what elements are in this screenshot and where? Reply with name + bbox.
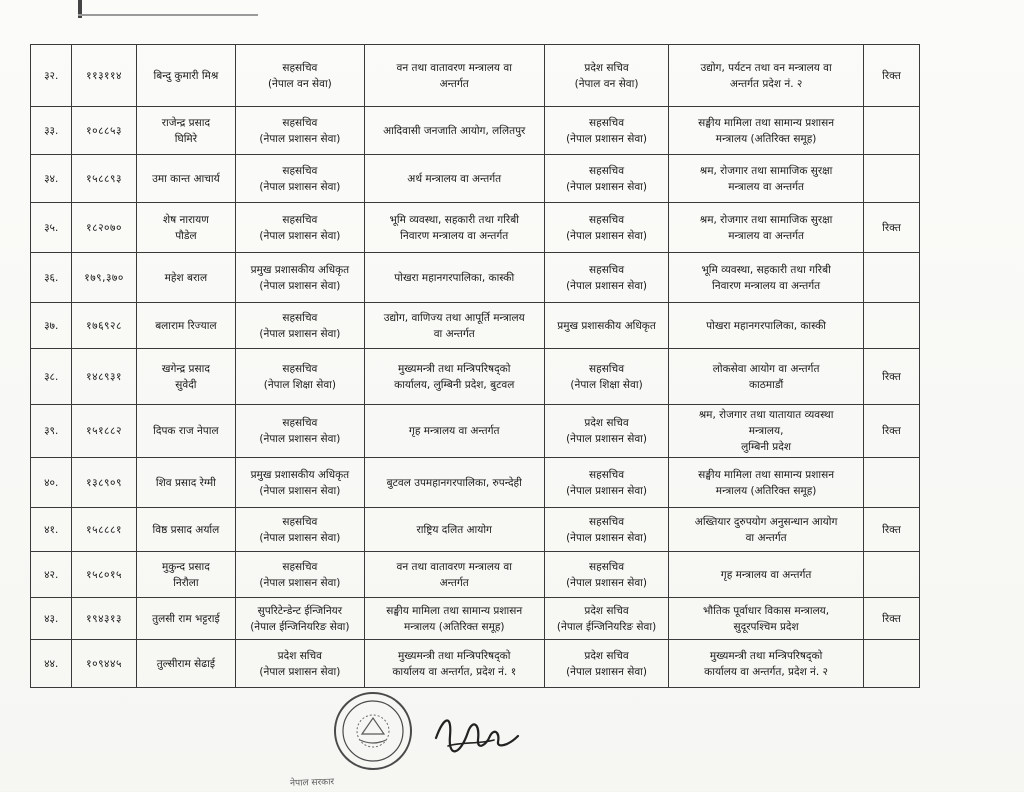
- current-office-line: मुख्यमन्त्री तथा मन्त्रिपरिषद्को: [398, 362, 511, 375]
- new-post: [544, 155, 668, 203]
- new-office: [669, 405, 864, 458]
- signature-icon: [430, 706, 530, 766]
- new-post-line: प्रमुख प्रशासकीय अधिकृत: [557, 319, 656, 332]
- current-office-line: भूमि व्यवस्था, सहकारी तथा गरिबी: [389, 213, 519, 226]
- page-edge-rule: [78, 14, 258, 16]
- serial-number: ४०.: [31, 458, 72, 508]
- employee-name: [136, 552, 235, 598]
- current-office-line: बुटवल उपमहानगरपालिका, रुपन्देही: [386, 476, 522, 489]
- employee-name-line: घिमिरे: [174, 132, 197, 145]
- new-post-line: सहसचिव: [589, 468, 625, 481]
- current-post-line: (नेपाल वन सेवा): [267, 77, 332, 90]
- employee-name-line: खगेन्द्र प्रसाद: [161, 362, 210, 375]
- new-office-line: भूमि व्यवस्था, सहकारी तथा गरिबी: [701, 263, 831, 276]
- remark: [863, 640, 919, 688]
- current-post-line: (नेपाल प्रशासन सेवा): [259, 576, 341, 589]
- current-post: [236, 107, 364, 155]
- current-office: [364, 303, 544, 349]
- current-post-line: सहसचिव: [282, 164, 318, 177]
- current-post: [236, 508, 364, 552]
- new-post: [544, 349, 668, 405]
- current-post-line: (नेपाल ईन्जिनियरिङ सेवा): [250, 620, 350, 633]
- employee-name-line: पौडेल: [175, 229, 197, 242]
- current-office-line: पोखरा महानगरपालिका, कास्की: [394, 271, 515, 284]
- current-post-line: (नेपाल प्रशासन सेवा): [259, 132, 341, 145]
- new-post-line: सहसचिव: [589, 263, 625, 276]
- current-office: [364, 253, 544, 303]
- current-post: [236, 640, 364, 688]
- current-post: [236, 598, 364, 640]
- new-office-line: मुख्यमन्त्री तथा मन्त्रिपरिषद्को: [709, 649, 823, 662]
- table-row: [31, 107, 920, 155]
- new-post: [544, 552, 668, 598]
- new-post-line: सहसचिव: [589, 515, 625, 528]
- new-post: [544, 303, 668, 349]
- remark: [863, 458, 919, 508]
- employee-name: [136, 107, 235, 155]
- current-office-line: अन्तर्गत: [439, 77, 469, 90]
- employee-name-line: सुवेदी: [175, 378, 197, 391]
- current-office: [364, 203, 544, 253]
- remark: रिक्त: [863, 349, 919, 405]
- current-office: [364, 458, 544, 508]
- employee-name-line: निरौला: [173, 576, 199, 589]
- current-office-line: गृह मन्त्रालय वा अन्तर्गत: [408, 425, 500, 437]
- current-office: [364, 107, 544, 155]
- new-office: [669, 458, 864, 508]
- employee-name: [136, 303, 235, 349]
- new-post: [544, 253, 668, 303]
- remark: रिक्त: [863, 598, 919, 640]
- new-post: [544, 107, 668, 155]
- new-office: [669, 508, 864, 552]
- table-row: [31, 640, 920, 688]
- new-office-line: उद्योग, पर्यटन तथा वन मन्त्रालय वा: [700, 61, 832, 74]
- new-office-line: सङ्घीय मामिला तथा सामान्य प्रशासन: [698, 116, 835, 129]
- employee-id: १५८८८१: [72, 508, 136, 552]
- current-post: [236, 155, 364, 203]
- new-post-line: (नेपाल प्रशासन सेवा): [566, 531, 647, 544]
- table-row: [31, 552, 920, 598]
- employee-id: १४८९३१: [72, 349, 136, 405]
- serial-number: ३६.: [31, 253, 72, 303]
- current-office: [364, 405, 544, 458]
- new-post-line: सहसचिव: [589, 560, 625, 573]
- current-post: [236, 253, 364, 303]
- current-office: [364, 508, 544, 552]
- new-post-line: सहसचिव: [589, 116, 625, 129]
- current-post: [236, 405, 364, 458]
- new-post-line: (नेपाल शिक्षा सेवा): [570, 378, 643, 391]
- current-post-line: (नेपाल प्रशासन सेवा): [259, 229, 341, 242]
- employee-name: [136, 155, 235, 203]
- current-post-line: सहसचिव: [282, 116, 318, 129]
- new-post: [544, 508, 668, 552]
- table-row: [31, 155, 920, 203]
- new-post-line: (नेपाल प्रशासन सेवा): [566, 433, 647, 445]
- current-post: [236, 552, 364, 598]
- current-post-line: सहसचिव: [282, 61, 318, 74]
- new-office: [669, 253, 864, 303]
- new-office-line: कार्यालय वा अन्तर्गत, प्रदेश नं. २: [704, 665, 829, 678]
- employee-id: १९४३१३: [72, 598, 136, 640]
- table-row: [31, 203, 920, 253]
- new-post-line: सहसचिव: [589, 213, 625, 226]
- current-office-line: वन तथा वातावरण मन्त्रालय वा: [396, 560, 512, 573]
- serial-number: ३३.: [31, 107, 72, 155]
- new-office: [669, 107, 864, 155]
- new-post: [544, 405, 668, 458]
- current-post: [236, 349, 364, 405]
- serial-number: ३९.: [31, 405, 72, 458]
- remark: [863, 552, 919, 598]
- current-post: [236, 45, 364, 107]
- employee-id: १५८०१५: [72, 552, 136, 598]
- employee-name-line: तुल्सीराम सेढाई: [156, 657, 215, 670]
- new-office: [669, 303, 864, 349]
- new-office-line: अख्तियार दुरुपयोग अनुसन्धान आयोग: [694, 515, 838, 528]
- current-office: [364, 640, 544, 688]
- serial-number: ४३.: [31, 598, 72, 640]
- serial-number: ४२.: [31, 552, 72, 598]
- current-post-line: (नेपाल प्रशासन सेवा): [259, 665, 341, 678]
- new-office-line: श्रम, रोजगार तथा यातायात व्यवस्था: [698, 409, 834, 421]
- new-office-line: लुम्बिनी प्रदेश: [741, 441, 791, 453]
- employee-id: १३८९०९: [72, 458, 136, 508]
- new-post-line: प्रदेश सचिव: [584, 604, 629, 617]
- new-office-line: वा अन्तर्गत: [745, 531, 787, 544]
- current-post: [236, 203, 364, 253]
- employee-name: [136, 203, 235, 253]
- remark: रिक्त: [863, 405, 919, 458]
- new-post-line: प्रदेश सचिव: [584, 649, 629, 662]
- employee-name-line: विष्ठ प्रसाद अर्याल: [152, 523, 220, 536]
- current-office-line: निवारण मन्त्रालय वा अन्तर्गत: [400, 229, 509, 242]
- new-post: [544, 203, 668, 253]
- current-office-line: कार्यालय वा अन्तर्गत, प्रदेश नं. १: [392, 665, 517, 678]
- new-post: [544, 45, 668, 107]
- current-office-line: वा अन्तर्गत: [433, 327, 475, 340]
- table-body: [31, 45, 920, 688]
- current-office-line: मन्त्रालय (अतिरिक्त समूह): [403, 620, 505, 633]
- new-office-line: लोकसेवा आयोग वा अन्तर्गत: [712, 362, 820, 375]
- current-post-line: सहसचिव: [282, 515, 318, 528]
- employee-name-line: दिपक राज नेपाल: [153, 425, 219, 437]
- employee-id: १७९,३७०: [72, 253, 136, 303]
- new-post: [544, 458, 668, 508]
- current-post-line: सहसचिव: [282, 213, 318, 226]
- serial-number: ४१.: [31, 508, 72, 552]
- new-office-line: अन्तर्गत प्रदेश नं. २: [729, 77, 803, 90]
- employee-id: १८२०७०: [72, 203, 136, 253]
- employee-name-line: महेश बराल: [164, 271, 208, 284]
- current-post-line: (नेपाल प्रशासन सेवा): [259, 433, 341, 445]
- employee-name-line: शिव प्रसाद रेग्मी: [155, 476, 216, 489]
- remark: [863, 155, 919, 203]
- employee-name-line: मुकुन्द प्रसाद: [161, 560, 210, 573]
- current-office-line: उद्योग, वाणिज्य तथा आपूर्ति मन्त्रालय: [383, 311, 525, 324]
- employee-id: १०९४४५: [72, 640, 136, 688]
- new-post-line: (नेपाल प्रशासन सेवा): [566, 229, 647, 242]
- employee-name: [136, 458, 235, 508]
- new-post-line: सहसचिव: [589, 362, 625, 375]
- current-post-line: सहसचिव: [282, 311, 318, 324]
- new-post-line: सहसचिव: [589, 164, 625, 177]
- current-office-line: अन्तर्गत: [439, 576, 469, 589]
- remark: रिक्त: [863, 45, 919, 107]
- new-office-line: निवारण मन्त्रालय वा अन्तर्गत: [712, 279, 821, 292]
- employee-name-line: राजेन्द्र प्रसाद: [161, 116, 211, 129]
- new-office-line: मन्त्रालय,: [748, 425, 784, 437]
- table-row: [31, 458, 920, 508]
- new-office-line: मन्त्रालय वा अन्तर्गत: [728, 180, 804, 193]
- remark: [863, 107, 919, 155]
- new-post-line: (नेपाल प्रशासन सेवा): [566, 132, 647, 145]
- table-row: [31, 598, 920, 640]
- current-post-line: (नेपाल प्रशासन सेवा): [259, 531, 341, 544]
- employee-id: १५१८८२: [72, 405, 136, 458]
- new-post-line: (नेपाल प्रशासन सेवा): [566, 576, 647, 589]
- current-office-line: आदिवासी जनजाति आयोग, ललितपुर: [383, 124, 526, 137]
- new-office: [669, 203, 864, 253]
- table-row: [31, 253, 920, 303]
- employee-name: [136, 349, 235, 405]
- current-office-line: सङ्घीय मामिला तथा सामान्य प्रशासन: [386, 604, 523, 617]
- table-row: [31, 349, 920, 405]
- new-office-line: काठमाडौं: [748, 378, 784, 391]
- current-office: [364, 349, 544, 405]
- employee-id: १७६९२८: [72, 303, 136, 349]
- new-office-line: मन्त्रालय (अतिरिक्त समूह): [715, 484, 817, 497]
- current-post-line: सुपरिटेन्डेन्ट ईन्जिनियर: [257, 604, 343, 617]
- table-row: [31, 45, 920, 107]
- employee-name: [136, 598, 235, 640]
- new-office-line: श्रम, रोजगार तथा सामाजिक सुरक्षा: [699, 213, 833, 226]
- current-post-line: (नेपाल प्रशासन सेवा): [259, 484, 341, 497]
- serial-number: ३२.: [31, 45, 72, 107]
- remark: रिक्त: [863, 508, 919, 552]
- remark: [863, 253, 919, 303]
- serial-number: ३५.: [31, 203, 72, 253]
- employee-name: [136, 640, 235, 688]
- employee-name: [136, 405, 235, 458]
- employee-name-line: तुलसी राम भट्टराई: [152, 612, 220, 625]
- transfer-table: [30, 44, 920, 688]
- employee-name-line: शेष नारायण: [163, 213, 209, 226]
- table-row: [31, 508, 920, 552]
- current-post: [236, 458, 364, 508]
- current-office: [364, 552, 544, 598]
- current-post-line: सहसचिव: [282, 362, 318, 375]
- new-office: [669, 552, 864, 598]
- current-office-line: कार्यालय, लुम्बिनी प्रदेश, बुटवल: [394, 378, 515, 391]
- current-office: [364, 45, 544, 107]
- new-office-line: मन्त्रालय (अतिरिक्त समूह): [715, 132, 817, 145]
- new-office-line: सुदूरपश्चिम प्रदेश: [733, 620, 799, 633]
- employee-id: १५८८९३: [72, 155, 136, 203]
- current-post: [236, 303, 364, 349]
- serial-number: ३८.: [31, 349, 72, 405]
- employee-id: १०८८५३: [72, 107, 136, 155]
- new-office: [669, 640, 864, 688]
- new-office-line: श्रम, रोजगार तथा सामाजिक सुरक्षा: [699, 164, 833, 177]
- new-office-line: मन्त्रालय वा अन्तर्गत: [728, 229, 804, 242]
- new-post: [544, 640, 668, 688]
- new-post-line: (नेपाल प्रशासन सेवा): [566, 484, 647, 497]
- current-post-line: सहसचिव: [282, 560, 318, 573]
- current-office-line: मुख्यमन्त्री तथा मन्त्रिपरिषद्को: [398, 649, 511, 662]
- serial-number: ४४.: [31, 640, 72, 688]
- new-office: [669, 349, 864, 405]
- current-post-line: (नेपाल प्रशासन सेवा): [259, 180, 341, 193]
- new-post-line: (नेपाल प्रशासन सेवा): [566, 180, 647, 193]
- current-post-line: (नेपाल शिक्षा सेवा): [263, 378, 336, 391]
- employee-name: [136, 45, 235, 107]
- new-post-line: (नेपाल प्रशासन सेवा): [566, 279, 647, 292]
- new-post-line: प्रदेश सचिव: [584, 417, 629, 429]
- current-post-line: प्रमुख प्रशासकीय अधिकृत: [250, 263, 350, 276]
- current-office: [364, 155, 544, 203]
- employee-name-line: बलाराम रिज्याल: [155, 319, 217, 332]
- serial-number: ३७.: [31, 303, 72, 349]
- new-post-line: प्रदेश सचिव: [584, 61, 629, 74]
- table-row: [31, 405, 920, 458]
- current-office-line: अर्थ मन्त्रालय वा अन्तर्गत: [407, 172, 502, 185]
- serial-number: ३४.: [31, 155, 72, 203]
- current-post-line: प्रदेश सचिव: [277, 649, 323, 662]
- employee-name-line: बिन्दु कुमारी मिश्र: [153, 69, 219, 82]
- current-post-line: प्रमुख प्रशासकीय अधिकृत: [250, 468, 350, 481]
- remark: [863, 303, 919, 349]
- current-post-line: (नेपाल प्रशासन सेवा): [259, 279, 341, 292]
- employee-name-line: उमा कान्त आचार्य: [152, 172, 220, 185]
- current-office: [364, 598, 544, 640]
- new-post-line: (नेपाल वन सेवा): [574, 77, 639, 90]
- official-seal-icon: [332, 690, 414, 772]
- current-post-line: (नेपाल प्रशासन सेवा): [259, 327, 341, 340]
- new-post-line: (नेपाल ईन्जिनियरिङ सेवा): [556, 620, 657, 633]
- current-office-line: वन तथा वातावरण मन्त्रालय वा: [396, 61, 512, 74]
- new-office: [669, 45, 864, 107]
- remark: रिक्त: [863, 203, 919, 253]
- new-post-line: (नेपाल प्रशासन सेवा): [566, 665, 647, 678]
- table-row: [31, 303, 920, 349]
- employee-id: ११३११४: [72, 45, 136, 107]
- stamp-caption: नेपाल सरकार: [289, 777, 335, 789]
- new-office: [669, 155, 864, 203]
- new-office-line: गृह मन्त्रालय वा अन्तर्गत: [720, 568, 812, 581]
- new-office-line: पोखरा महानगरपालिका, कास्की: [706, 319, 827, 332]
- employee-name: [136, 253, 235, 303]
- new-office-line: सङ्घीय मामिला तथा सामान्य प्रशासन: [698, 468, 835, 481]
- new-office-line: भौतिक पूर्वाधार विकास मन्त्रालय,: [703, 604, 830, 617]
- current-post-line: सहसचिव: [282, 417, 318, 429]
- new-post: [544, 598, 668, 640]
- new-office: [669, 598, 864, 640]
- current-office-line: राष्ट्रिय दलित आयोग: [416, 523, 492, 536]
- employee-name: [136, 508, 235, 552]
